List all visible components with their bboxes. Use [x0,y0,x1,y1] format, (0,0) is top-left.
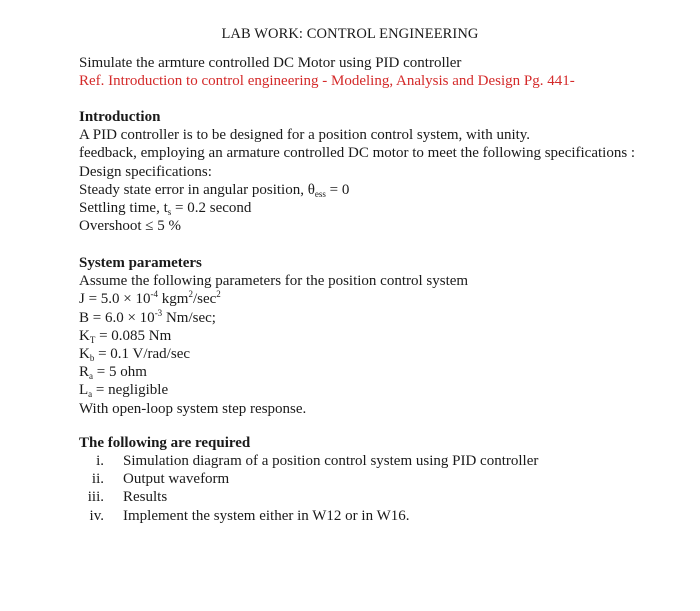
reference-line: Ref. Introduction to control engineering - Modeling, Analysis and Design Pg. 441- [79,73,575,90]
list-item [79,470,689,488]
param-Kb: $K_b = 0.1$ V/rad/sec [79,345,191,363]
spec-overshoot: Overshoot ≤ 5 % [79,218,181,235]
spec-steady-state-error: Steady state error in angular position, $\theta_{ess} = 0$ [79,181,350,199]
parameters-section [79,254,689,418]
openloop-line: With open-loop system step response. [79,400,307,417]
introduction-heading: Introduction [79,109,161,125]
list-item-text: Simulation diagram of a position control system using PID controller [123,453,539,469]
page-title: LAB WORK: CONTROL ENGINEERING [221,26,479,42]
list-item-number: ii. [91,471,104,488]
list-item-number: iv. [89,507,104,524]
introduction-line-1: A PID controller is to be designed for a position control system, with unity. [79,127,531,144]
param-KT: $K_T = 0.085$ Nm [79,327,172,345]
list-item-number: iii. [87,489,104,506]
spec-settling-time: Settling time, $t_s = 0.2$ second [79,199,252,217]
introduction-section [79,108,689,235]
required-section [79,434,689,452]
list-item-text: Output waveform [123,471,230,488]
required-heading: The following are required [79,435,251,451]
list-item-number: i. [96,453,104,469]
introduction-line-2: feedback, employing an armature controlled DC motor to meet the following specifications : [79,145,636,162]
task-statement: Simulate the armture controlled DC Motor using PID controller [79,55,462,71]
list-item [79,507,689,525]
introduction-line-3: Design specifications: [79,163,212,180]
param-La: $L_a$ = negligible [79,382,169,400]
list-item [79,488,689,506]
header-block [79,54,689,90]
parameters-intro: Assume the following parameters for the position control system [79,273,469,290]
required-list [79,452,689,525]
list-item-text: Implement the system either in W12 or in W16. [123,507,410,524]
list-item-text: Results [123,489,168,506]
list-item [79,452,689,470]
param-B: $B = 6.0 \times 10^{-3}$ Nm/sec; [79,307,216,326]
parameters-heading: System parameters [79,255,202,271]
param-Ra: $R_a = 5$ ohm [79,364,147,382]
param-J: $J = 5.0 \times 10^{-4}$ $kgm^2/\sec^2$ [79,289,221,308]
